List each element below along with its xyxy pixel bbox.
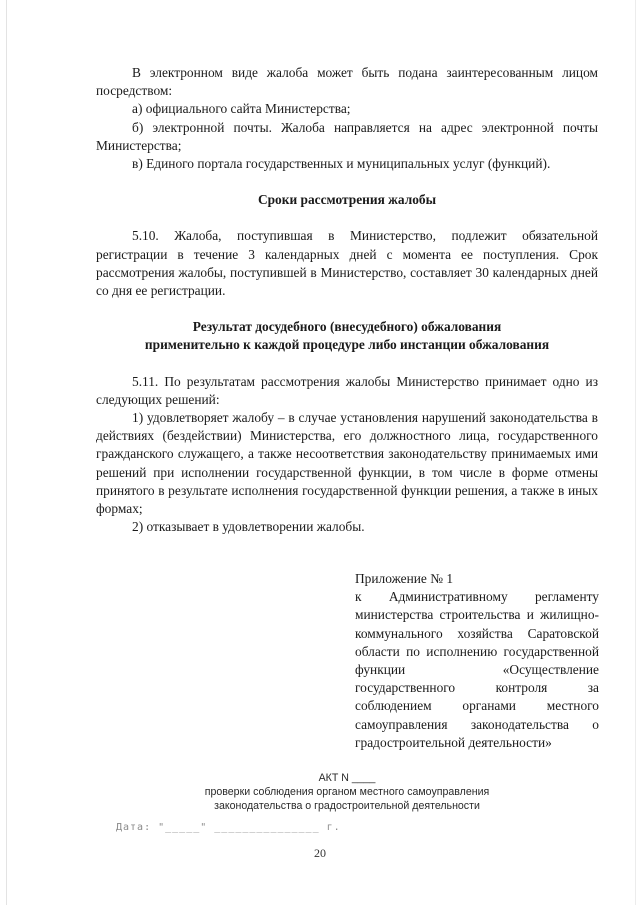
main-text: [96, 64, 598, 536]
paragraph-decision-1: 1) удовлетворяет жалобу – в случае установления нарушений законодательства в действиях (бездействии) Министерства, его должностного лица, государственного гражданского служащего, а также несоответствия законодательству принимаемых ими решений при исполнении государственной функции, в том числе в форме отмены принятого в результате исполнения государственной функции решения, а также в иных формах;: [96, 410, 598, 517]
appendix-block: [355, 570, 599, 752]
act-date-line: Дата: "_____" _______________ г.: [116, 822, 341, 833]
paragraph-option-c: в) Единого портала государственных и муниципальных услуг (функций).: [132, 156, 551, 172]
paragraph-electronic-form: В электронном виде жалоба может быть подана заинтересованным лицом посредством:: [96, 65, 598, 99]
appendix-title: Приложение № 1: [355, 571, 454, 586]
act-header: [96, 771, 598, 813]
paragraph-option-a: а) официального сайта Министерства;: [132, 101, 351, 117]
page-left-edge: [6, 0, 7, 905]
paragraph-decision-2: 2) отказывает в удовлетворении жалобы.: [132, 519, 365, 535]
act-subtitle-line2: законодательства о градостроительной деятельности: [214, 800, 480, 812]
appendix-text: к Административному регламенту министерства строительства и жилищно-коммунального хозяйства Саратовской области по исполнению государственной функции «Осуществление государственного контроля за соблюдением органами местного самоуправления законодательства о градостроительной деятельности»: [355, 589, 599, 750]
paragraph-5-10: 5.10. Жалоба, поступившая в Министерство, подлежит обязательной регистрации в течение 3 календарных дней с момента ее поступления. Срок рассмотрения жалобы, поступившей в Министерство, составляет 30 календарных дней со дня ее регистрации.: [96, 228, 598, 299]
paragraph-option-b: б) электронной почты. Жалоба направляется на адрес электронной почты Министерства;: [96, 119, 598, 153]
act-subtitle-line1: проверки соблюдения органом местного самоуправления: [204, 786, 490, 798]
heading-review-terms: Сроки рассмотрения жалобы: [257, 192, 437, 208]
page-right-edge: [635, 0, 636, 905]
heading-appeal-result-line1: Результат досудебного (внесудебного) обжалования: [192, 319, 502, 335]
paragraph-5-11: 5.11. По результатам рассмотрения жалобы Министерство принимает одно из следующих решений:: [96, 373, 598, 407]
act-title: АКТ N ____: [318, 772, 376, 784]
heading-appeal-result-line2: применительно к каждой процедуре либо инстанции обжалования: [144, 337, 550, 353]
page-number: 20: [314, 846, 326, 860]
